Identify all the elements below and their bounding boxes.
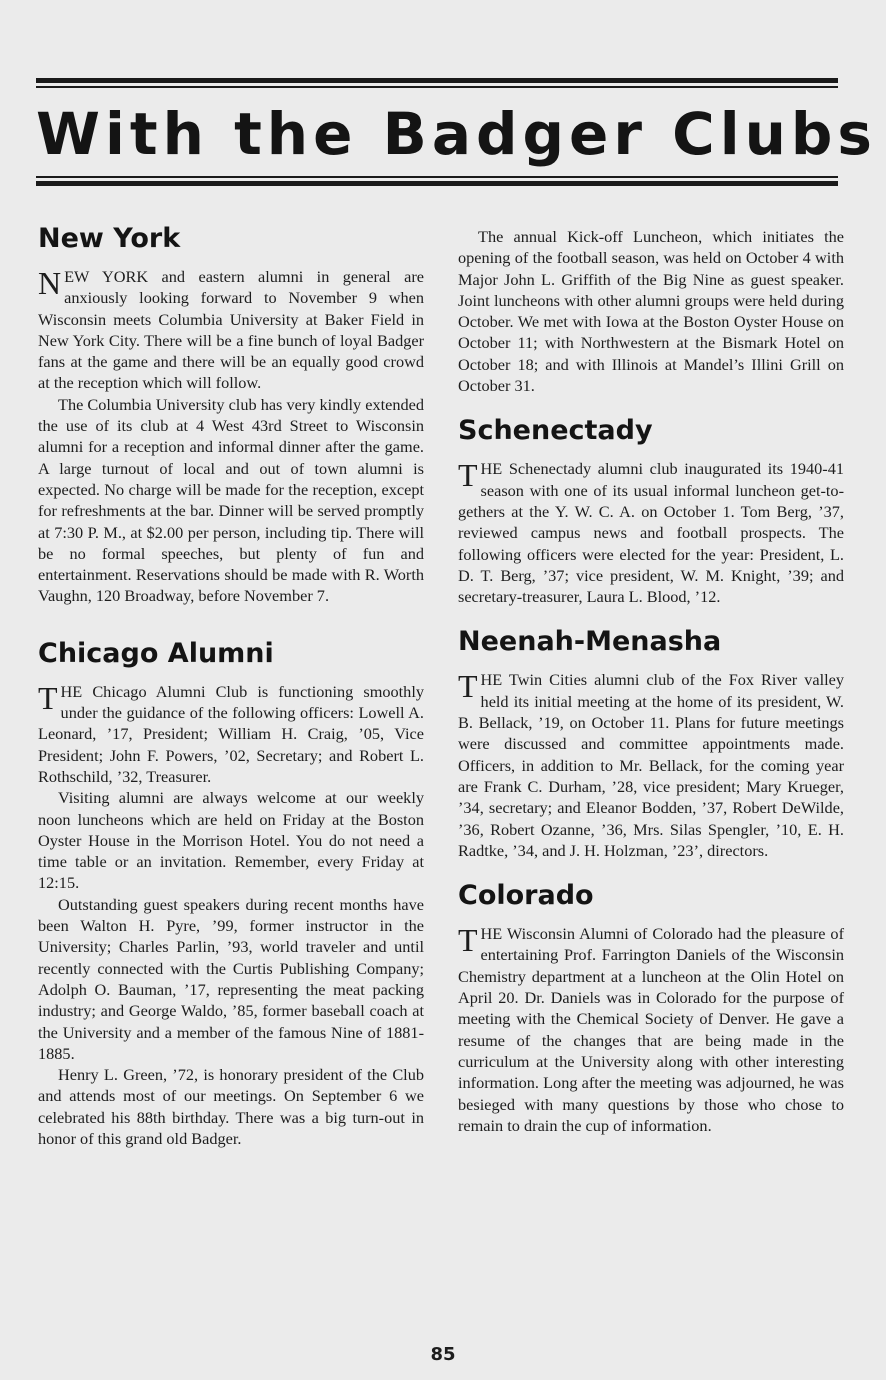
- paragraph: Visiting alumni are always welcome at our weekly noon luncheons which are held on Friday at the Boston Oyster House in the Morrison Hotel. You do not need a time table or an invitation. Remember, every Friday at 12:15.: [38, 788, 424, 893]
- drop-cap: T: [458, 668, 478, 705]
- drop-cap: T: [458, 457, 478, 494]
- drop-cap: N: [38, 265, 62, 301]
- drop-cap: T: [38, 679, 58, 716]
- section-heading: New York: [38, 223, 181, 254]
- paragraph: THE Wisconsin Alumni of Colorado had the pleasure of entertaining Prof. Farrington Daniels of the Wisconsin Chemistry department at a luncheon at the Olin Hotel on April 20. Dr. Daniels was in Colorado for the purpose of meeting with the Chemical Society of Denver. He gave a resume of the changes that are being made in the curriculum at the University along with other interesting information. Long after the meeting was adjourned, he was besieged with many questions by those who chose to remain to drain the cup of information.: [458, 922, 844, 1135]
- section-heading: Chicago Alumni: [38, 637, 274, 669]
- section-neenah-menasha: [458, 625, 844, 861]
- paragraph: The Columbia University club has very kindly extended the use of its club at 4 West 43rd Street to Wisconsin alumni for a reception and informal dinner after the game. A large turnout of local and out of town alumni is expected. No charge will be made for the reception, except for refreshments at the bar. Dinner will be served promptly at 7:30 P. M., at $2.00 per person, including tip. There will be no formal speeches, but plenty of fun and entertainment. Reservations should be made with R. Worth Vaughn, 120 Broadway, before November 7.: [38, 394, 424, 606]
- section-colorado: [458, 879, 844, 1136]
- paragraph: Outstanding guest speakers during recent months have been Walton H. Pyre, ’99, former instructor in the University; Charles Parlin, ’93, world traveler and until recently connected with the Curtis Publishing Company; Adolph O. Bauman, ’17, representing the meat packing industry; and George Waldo, ’85, former baseball coach at the University and a member of the famous Nine of 1881-1885.: [38, 894, 424, 1063]
- paragraph: THE Chicago Alumni Club is functioning smoothly under the guidance of the following officers: Lowell A. Leonard, ’17, President; William H. Craig, ’05, Vice President; John F. Powers, ’02, Secretary; and Robert L. Rothschild, ’32, Treasurer.: [38, 679, 424, 786]
- paragraph: THE Twin Cities alumni club of the Fox River valley held its initial meeting at the home of its president, W. B. Bellack, ’19, on October 11. Plans for future meetings were discussed and committee appointments made. Officers, in addition to Mr. Bellack, for the coming year are Frank C. Durham, ’28, vice president; Mary Krueger, ’34, secretary; and Eleanor Bodden, ’37, Robert DeWilde, ’36, Robert Ozanne, ’36, Mrs. Silas Spengler, ’10, E. H. Radtke, ’34, and J. H. Holzman, ’23’, directors.: [458, 668, 844, 860]
- right-column: [458, 226, 844, 1154]
- paragraph: The annual Kick-off Luncheon, which initiates the opening of the football season, was held on October 4 with Major John L. Griffith of the Big Nine as guest speaker. Joint luncheons with other alumni groups were held during October. We met with Iowa at the Boston Oyster House on October 11; with Northwestern at the Bismark Hotel on October 18; and with Illinois at Mandel’s Illini Grill on October 31.: [458, 227, 844, 396]
- bottom-rule: [36, 176, 838, 186]
- section-heading: Schenectady: [458, 415, 653, 447]
- section-schenectady: [458, 414, 844, 607]
- paragraph: Henry L. Green, ’72, is honorary president of the Club and attends most of our meetings. On September 6 we celebrated his 88th birthday. There was a big turn-out in honor of this grand old Badger.: [38, 1065, 424, 1148]
- paragraph: THE Schenectady alumni club inaugurated its 1940-41 season with one of its usual informal luncheon get-to-gethers at the Y. W. C. A. on October 1. Tom Berg, ’37, reviewed campus news and football prospects. The following officers were elected for the year: President, L. D. T. Berg, ’37; vice president, W. M. Knight, ’39; and secretary-treasurer, Laura L. Blood, ’12.: [458, 457, 844, 607]
- section-heading: Neenah-Menasha: [458, 626, 722, 658]
- section-new-york: [38, 222, 424, 607]
- top-rule: [36, 78, 838, 88]
- paragraph: NEW YORK and eastern alumni in general are anxiously looking forward to November 9 when Wisconsin meets Columbia University at Baker Field in New York City. There will be a fine bunch of loyal Badger fans at the game and there will be an equally good crowd at the reception which will follow.: [38, 265, 424, 393]
- page-title: With the Badger Clubs: [36, 100, 877, 168]
- section-heading: Colorado: [458, 880, 594, 912]
- drop-cap: T: [458, 922, 478, 959]
- section-kickoff: [458, 226, 844, 396]
- section-chicago: [38, 637, 424, 1150]
- left-column: [38, 222, 424, 1167]
- page-number: 85: [430, 1344, 456, 1365]
